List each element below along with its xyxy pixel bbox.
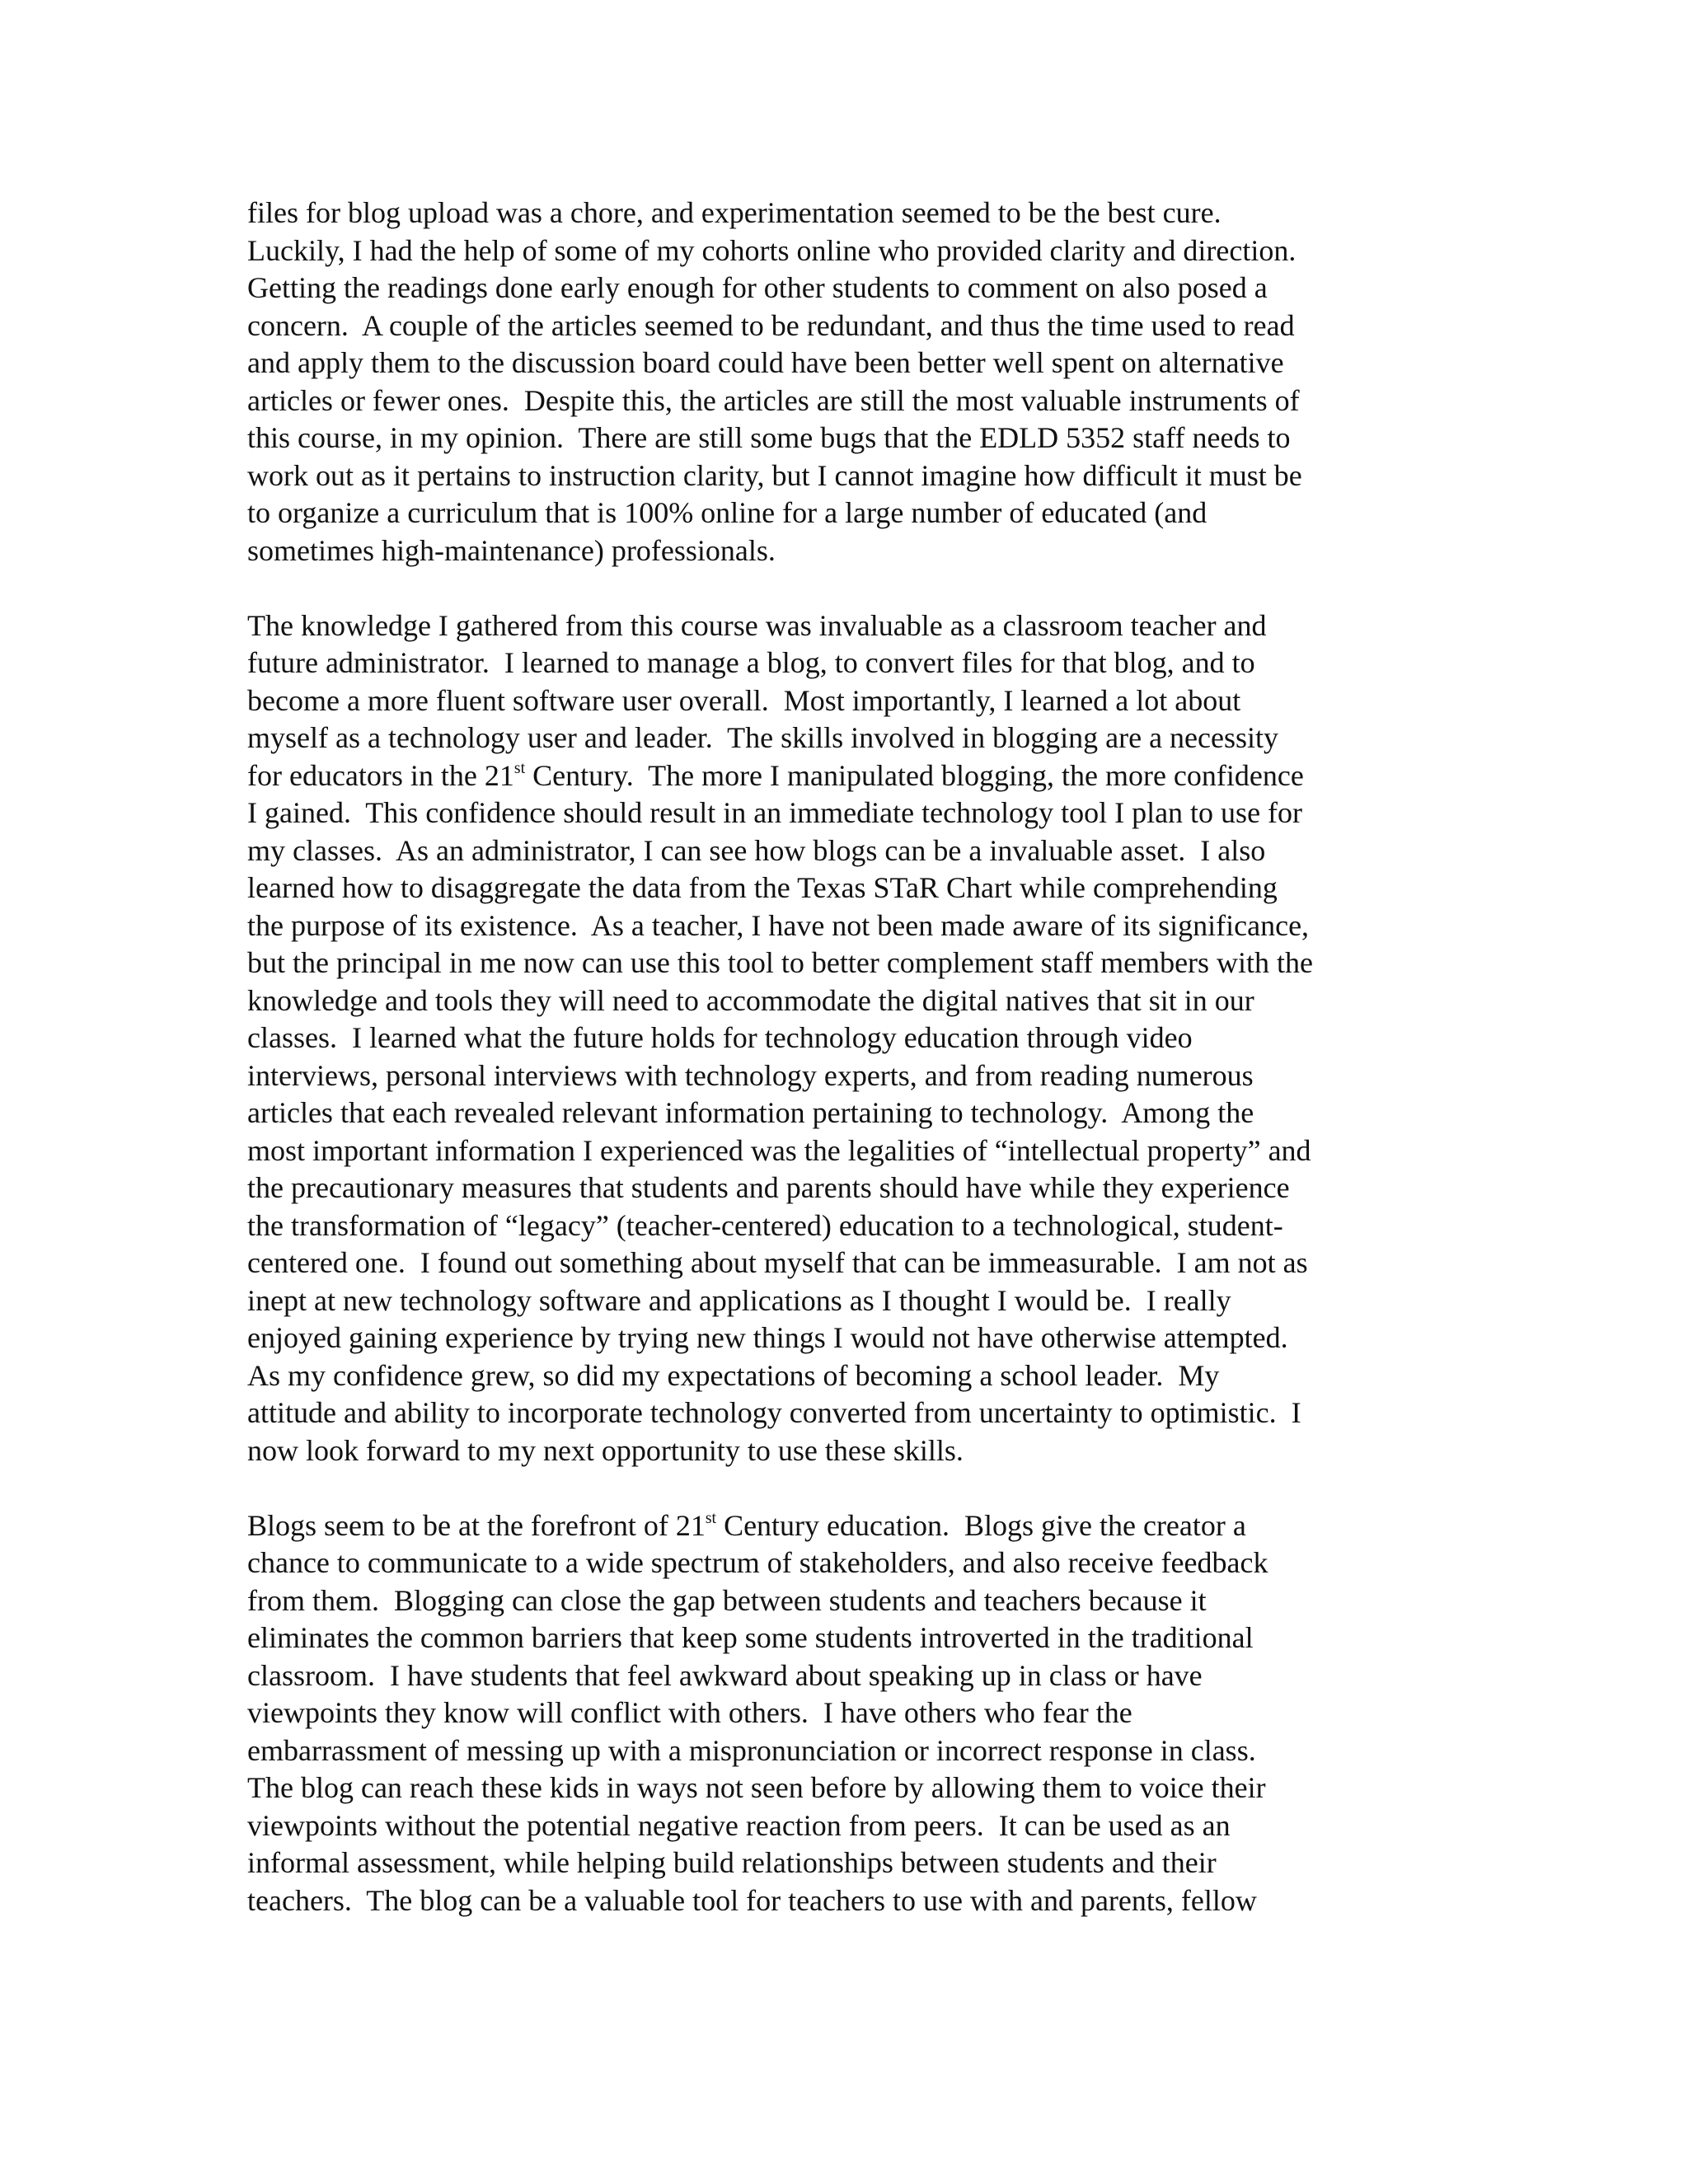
text-line: and apply them to the discussion board could have been better well spent on alternative — [247, 346, 1284, 379]
text-line: sometimes high-maintenance) professionals. — [247, 533, 776, 567]
text-line: classes. I learned what the future holds for technology education through video — [247, 1021, 1193, 1054]
text-line: most important information I experienced was the legalities of “intellectual property” and — [247, 1133, 1311, 1167]
paragraph-3 — [247, 1507, 1451, 1920]
text-line: Luckily, I had the help of some of my cohorts online who provided clarity and direction. — [247, 233, 1296, 267]
text-line: this course, in my opinion. There are still some bugs that the EDLD 5352 staff needs to — [247, 421, 1291, 454]
text-line: concern. A couple of the articles seemed to be redundant, and thus the time used to read — [247, 308, 1295, 342]
text-line: classroom. I have students that feel awkward about speaking up in class or have — [247, 1658, 1203, 1692]
ordinal-superscript: st — [513, 758, 526, 777]
text-line: As my confidence grew, so did my expectations of becoming a school leader. My — [247, 1358, 1220, 1392]
line-rest: Century education. Blogs give the creator a — [716, 1508, 1246, 1542]
text-line: The knowledge I gathered from this course was invaluable as a classroom teacher and — [247, 608, 1267, 642]
text-line: now look forward to my next opportunity to use these skills. — [247, 1433, 964, 1467]
line-start: Blogs seem to be at the forefront of 21 — [247, 1508, 706, 1542]
text-line: viewpoints they know will conflict with others. I have others who fear the — [247, 1696, 1132, 1729]
text-line: attitude and ability to incorporate technology converted from uncertainty to optimistic. I — [247, 1396, 1301, 1429]
text-line: informal assessment, while helping build relationships between students and their — [247, 1846, 1217, 1879]
text-line: I gained. This confidence should result in an immediate technology tool I plan to use for — [247, 796, 1303, 829]
text-line: work out as it pertains to instruction clarity, but I cannot imagine how difficult it must be — [247, 458, 1302, 492]
text-line: the precautionary measures that students and parents should have while they experience — [247, 1171, 1290, 1204]
text-line: the purpose of its existence. As a teacher, I have not been made aware of its significance, — [247, 908, 1310, 942]
text-line-with-superscript — [247, 1507, 1451, 1545]
text-line: knowledge and tools they will need to accommodate the digital natives that sit in our — [247, 983, 1254, 1017]
paragraph-1 — [247, 194, 1451, 569]
paragraph-2 — [247, 607, 1451, 1470]
text-line: myself as a technology user and leader. The skills involved in blogging are a necessity — [247, 721, 1279, 754]
text-line: the transformation of “legacy” (teacher-centered) education to a technological, student- — [247, 1208, 1283, 1242]
text-line: Getting the readings done early enough for other students to comment on also posed a — [247, 271, 1268, 304]
text-line: eliminates the common barriers that keep some students introverted in the traditional — [247, 1621, 1254, 1654]
text-line: embarrassment of messing up with a mispronunciation or incorrect response in class. — [247, 1733, 1256, 1767]
text-line: viewpoints without the potential negative reaction from peers. It can be used as an — [247, 1808, 1231, 1842]
text-line: The blog can reach these kids in ways not seen before by allowing them to voice their — [247, 1771, 1266, 1804]
ordinal-superscript: st — [705, 1508, 717, 1527]
text-line: articles or fewer ones. Despite this, the articles are still the most valuable instruments of — [247, 383, 1300, 417]
line-rest: Century. The more I manipulated blogging, the more confidence — [525, 758, 1304, 792]
text-line: teachers. The blog can be a valuable tool for teachers to use with and parents, fellow — [247, 1883, 1257, 1917]
text-line: learned how to disaggregate the data from the Texas STaR Chart while comprehending — [247, 871, 1278, 904]
text-line: chance to communicate to a wide spectrum of stakeholders, and also receive feedback — [247, 1546, 1268, 1579]
text-line: centered one. I found out something about myself that can be immeasurable. I am not as — [247, 1246, 1308, 1279]
line-start: for educators in the 21 — [247, 758, 514, 792]
text-line: files for blog upload was a chore, and experimentation seemed to be the best cure. — [247, 196, 1221, 229]
text-line: interviews, personal interviews with technology experts, and from reading numerous — [247, 1058, 1254, 1092]
text-line: inept at new technology software and applications as I thought I would be. I really — [247, 1283, 1231, 1317]
text-line: future administrator. I learned to manage a blog, to convert files for that blog, and to — [247, 646, 1255, 679]
text-line: to organize a curriculum that is 100% online for a large number of educated (and — [247, 496, 1207, 529]
text-line: from them. Blogging can close the gap between students and teachers because it — [247, 1583, 1207, 1617]
text-line: my classes. As an administrator, I can see how blogs can be a invaluable asset. I also — [247, 833, 1266, 867]
text-line: become a more fluent software user overall. Most importantly, I learned a lot about — [247, 683, 1241, 717]
document-body — [247, 194, 1451, 1957]
text-line: enjoyed gaining experience by trying new things I would not have otherwise attempted. — [247, 1321, 1288, 1354]
text-line: but the principal in me now can use this tool to better complement staff members with the — [247, 946, 1314, 979]
text-line-with-superscript — [247, 757, 1451, 795]
text-line: articles that each revealed relevant information pertaining to technology. Among the — [247, 1096, 1254, 1129]
